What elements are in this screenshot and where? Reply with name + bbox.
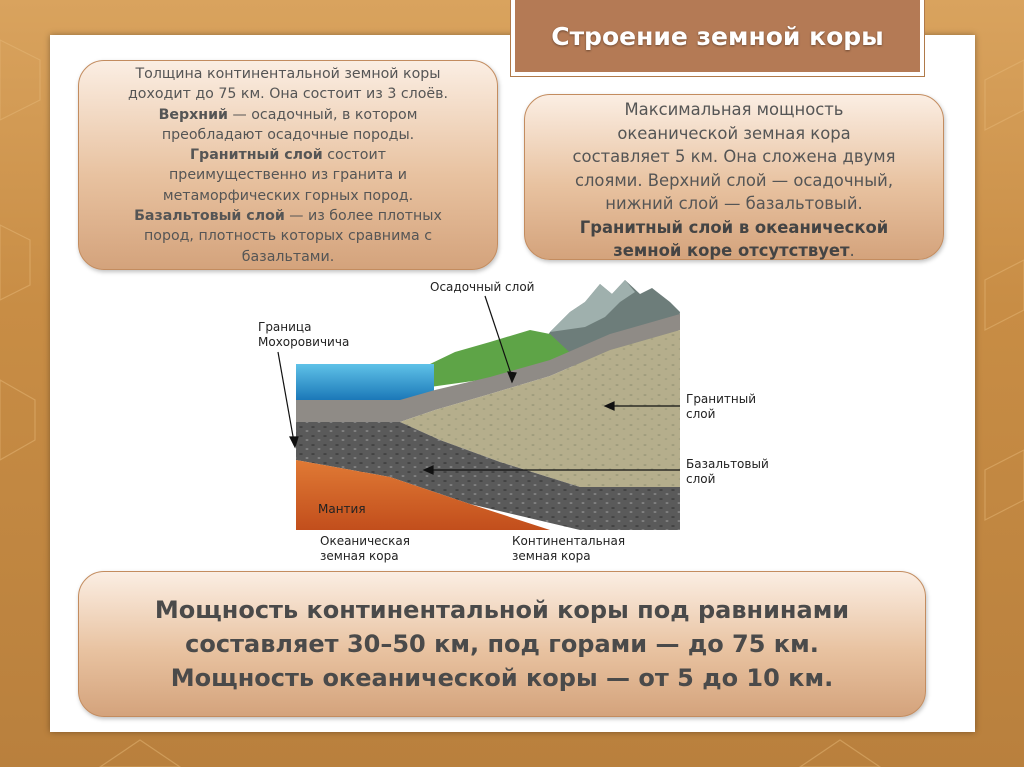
granite-layer-label <box>686 392 756 422</box>
summary-box <box>78 571 926 717</box>
text-line: океанической земная кора <box>617 123 851 143</box>
label-line: земная кора <box>512 549 591 563</box>
continental-crust-info <box>78 60 498 270</box>
text-line: Толщина континентальной земной коры <box>135 66 441 82</box>
arrow-moho <box>278 352 294 442</box>
basalt-layer-label: Базальтовый слой <box>134 208 285 225</box>
ocean <box>296 364 434 400</box>
sedimentary-layer-label: Осадочный слой <box>430 280 535 294</box>
label-line: Базальтовый <box>686 457 769 471</box>
text-line: составляет 5 км. Она сложена двумя <box>572 147 896 166</box>
continental-crust-label <box>512 534 625 564</box>
text-line: Максимальная мощность <box>624 100 844 119</box>
summary-line: Мощность континентальной коры под равнинами <box>154 596 850 624</box>
text-line <box>525 239 943 263</box>
crust-diagram <box>250 272 790 572</box>
text-line: метаморфических горных пород. <box>162 187 414 204</box>
text-line: преобладают осадочные породы. <box>161 126 415 143</box>
summary-line: составляет 30–50 км, под горами — до 75 км. <box>185 630 819 658</box>
text-line: слоями. Верхний слой — осадочный, <box>574 170 894 190</box>
text-fragment: — из более плотных <box>284 208 442 225</box>
label-line: Континентальная <box>512 534 626 548</box>
label-line: Гранитный <box>686 392 757 406</box>
label-line: Граница <box>258 320 312 334</box>
upper-layer-label: Верхний <box>158 106 228 123</box>
crust-cross-section <box>250 272 790 572</box>
basalt-layer-label <box>686 457 769 487</box>
text-line: пород, плотность которых сравнима с <box>143 228 433 245</box>
text-fragment: состоит <box>322 147 386 164</box>
label-line: слой <box>686 472 716 486</box>
label-line: Мохоровичича <box>258 335 350 349</box>
summary-line: Мощность океанической коры — от 5 до 10 км. <box>170 664 834 692</box>
label-line: Океаническая <box>320 534 410 548</box>
title-frame <box>510 0 925 77</box>
text-line: нижний слой — базальтовый. <box>605 194 863 213</box>
moho-label <box>258 320 349 350</box>
text-line <box>79 145 497 165</box>
text-line <box>79 206 497 226</box>
text-line <box>79 105 497 125</box>
mantle-label: Мантия <box>318 502 366 516</box>
text-fragment: — осадочный, в котором <box>228 106 418 123</box>
label-line: слой <box>686 407 716 421</box>
text-fragment: . <box>849 241 855 260</box>
text-line: базальтами. <box>241 248 335 265</box>
oceanic-crust-label <box>320 534 410 564</box>
text-line: преимущественно из гранита и <box>169 167 407 184</box>
slide-title: Строение земной коры <box>515 0 920 72</box>
granite-layer-label: Гранитный слой <box>190 147 323 164</box>
text-fragment-bold: земной коре отсутствует <box>613 241 850 260</box>
text-line-bold: Гранитный слой в океанической <box>579 217 889 237</box>
text-line: доходит до 75 км. Она состоит из 3 слоёв. <box>127 86 449 103</box>
oceanic-crust-info <box>524 94 944 260</box>
label-line: земная кора <box>320 549 399 563</box>
